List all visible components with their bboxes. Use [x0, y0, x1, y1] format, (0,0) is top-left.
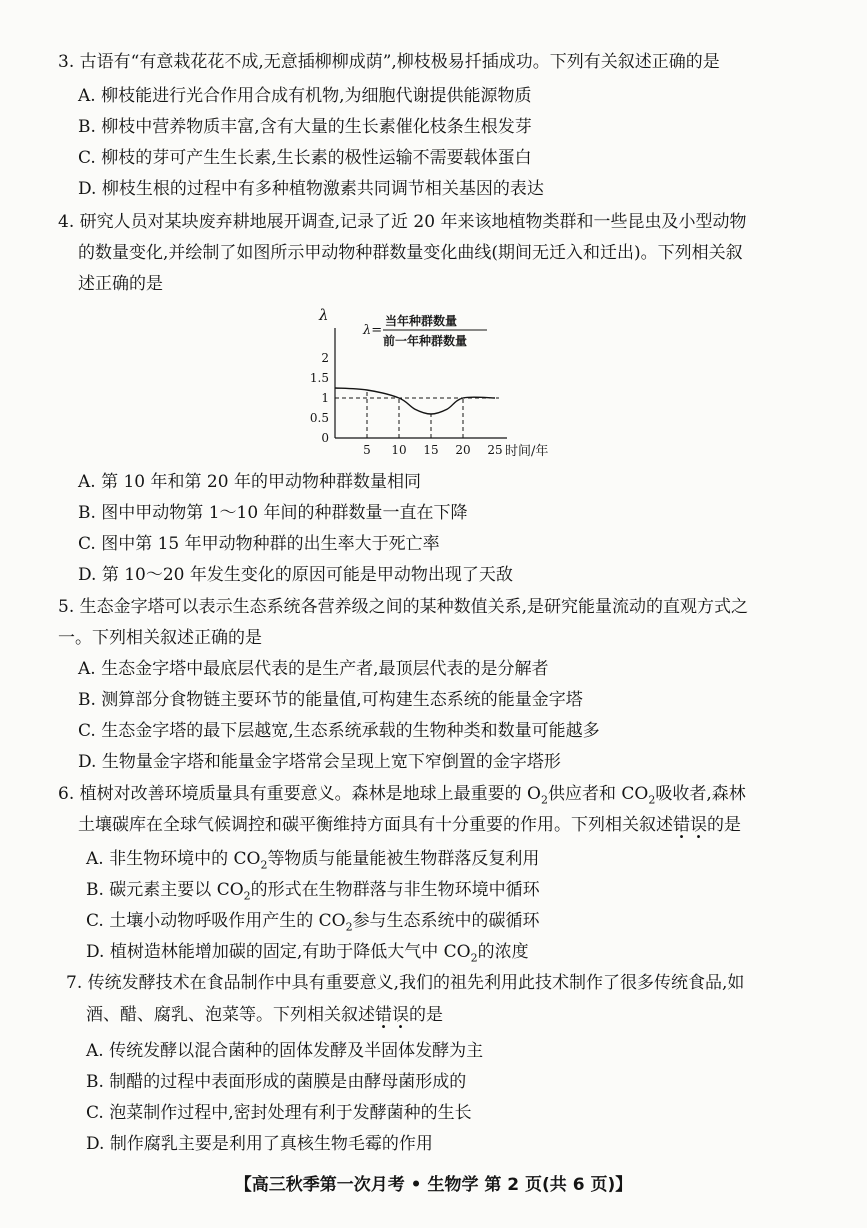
- q4-stem-line2: 的数量变化,并绘制了如图所示甲动物种群数量变化曲线(期间无迁入和迁出)。下列相关叙: [78, 243, 743, 263]
- y-tick-label: 1: [321, 391, 329, 405]
- page-footer: 【高三秋季第一次月考 • 生物学 第 2 页(共 6 页)】: [234, 1175, 633, 1195]
- q4-option-c: C. 图中第 15 年甲动物种群的出生率大于死亡率: [78, 534, 440, 554]
- lambda-curve: [335, 388, 495, 414]
- emphasis-char: 错: [375, 1005, 392, 1025]
- formula-numerator: 当年种群数量: [385, 314, 458, 328]
- q3-option-b: B. 柳枝中营养物质丰富,含有大量的生长素催化枝条生根发芽: [78, 117, 532, 137]
- q5-option-b: B. 测算部分食物链主要环节的能量值,可构建生态系统的能量金字塔: [78, 690, 583, 710]
- q6-option-d: D. 植树造林能增加碳的固定,有助于降低大气中 $CO_2$的浓度: [86, 942, 529, 965]
- x-tick-label: 5: [363, 443, 371, 457]
- q7-option-c: C. 泡菜制作过程中,密封处理有利于发酵菌种的生长: [86, 1103, 472, 1123]
- q4-option-d: D. 第 10～20 年发生变化的原因可能是甲动物出现了天敌: [78, 565, 513, 585]
- population-lambda-chart: [305, 300, 565, 470]
- y-tick-label: 1.5: [309, 371, 329, 385]
- q5-stem-line2: 一。下列相关叙述正确的是: [58, 628, 262, 648]
- x-axis-label: 时间/年: [505, 444, 549, 459]
- emphasis-char: 误: [690, 815, 707, 835]
- q5-option-a: A. 生态金字塔中最底层代表的是生产者,最顶层代表的是分解者: [78, 659, 549, 679]
- emphasis-char: 错: [673, 815, 690, 835]
- y-tick-label: 2: [321, 351, 329, 365]
- q5-option-d: D. 生物量金字塔和能量金字塔常会呈现上宽下窄倒置的金字塔形: [78, 752, 561, 772]
- q7-option-d: D. 制作腐乳主要是利用了真核生物毛霉的作用: [86, 1134, 433, 1154]
- chart-tick-labels: [310, 351, 503, 457]
- q3-option-a: A. 柳枝能进行光合作用合成有机物,为细胞代谢提供能源物质: [78, 86, 532, 106]
- q4-stem-line1: 4. 研究人员对某块废弃耕地展开调查,记录了近 20 年来该地植物类群和一些昆虫及小型动物: [58, 212, 747, 232]
- q7-option-b: B. 制醋的过程中表面形成的菌膜是由酵母菌形成的: [86, 1072, 467, 1092]
- q6-option-b: B. 碳元素主要以 $CO_2$的形式在生物群落与非生物环境中循环: [86, 880, 540, 903]
- q4-option-a: A. 第 10 年和第 20 年的甲动物种群数量相同: [78, 472, 421, 492]
- formula-prefix: λ=: [363, 323, 383, 338]
- q3-option-d: D. 柳枝生根的过程中有多种植物激素共同调节相关基因的表达: [78, 179, 544, 199]
- q4-option-b: B. 图中甲动物第 1～10 年间的种群数量一直在下降: [78, 503, 468, 523]
- q5-option-c: C. 生态金字塔的最下层越宽,生态系统承载的生物种类和数量可能越多: [78, 721, 600, 741]
- q6-option-c: C. 土壤小动物呼吸作用产生的 $CO_2$参与生态系统中的碳循环: [86, 911, 540, 934]
- emphasis-char: 误: [392, 1005, 409, 1025]
- q7-stem-line2: 酒、醋、腐乳、泡菜等。下列相关叙述错误的是: [86, 1005, 443, 1025]
- q7-option-a: A. 传统发酵以混合菌种的固体发酵及半固体发酵为主: [86, 1041, 484, 1061]
- q6-stem-line2: 土壤碳库在全球气候调控和碳平衡维持方面具有十分重要的作用。下列相关叙述错误的是: [78, 815, 741, 835]
- x-tick-label: 10: [391, 443, 407, 457]
- y-axis-label: λ: [319, 306, 329, 324]
- y-tick-label: 0.5: [309, 411, 329, 425]
- x-tick-label: 20: [455, 443, 471, 457]
- q3-stem: 3. 古语有“有意栽花花不成,无意插柳柳成荫”,柳枝极易扦插成功。下列有关叙述正确的是: [58, 52, 720, 72]
- x-tick-label: 25: [487, 443, 503, 457]
- q5-stem-line1: 5. 生态金字塔可以表示生态系统各营养级之间的某种数值关系,是研究能量流动的直观方式之: [58, 597, 749, 617]
- q7-stem-line1: 7. 传统发酵技术在食品制作中具有重要意义,我们的祖先利用此技术制作了很多传统食品,如: [66, 973, 745, 993]
- formula-denominator: 前一年种群数量: [383, 334, 468, 348]
- q6-stem-line1: 6. 植树对改善环境质量具有重要意义。森林是地球上最重要的 $O_2$供应者和 $CO_2$吸收者,森林: [58, 784, 746, 807]
- q3-option-c: C. 柳枝的芽可产生生长素,生长素的极性运输不需要载体蛋白: [78, 148, 532, 168]
- q4-stem-line3: 述正确的是: [78, 274, 163, 294]
- q6-option-a: A. 非生物环境中的 $CO_2$等物质与能量能被生物群落反复利用: [86, 849, 540, 872]
- y-tick-label: 0: [321, 431, 329, 445]
- x-tick-label: 15: [423, 443, 439, 457]
